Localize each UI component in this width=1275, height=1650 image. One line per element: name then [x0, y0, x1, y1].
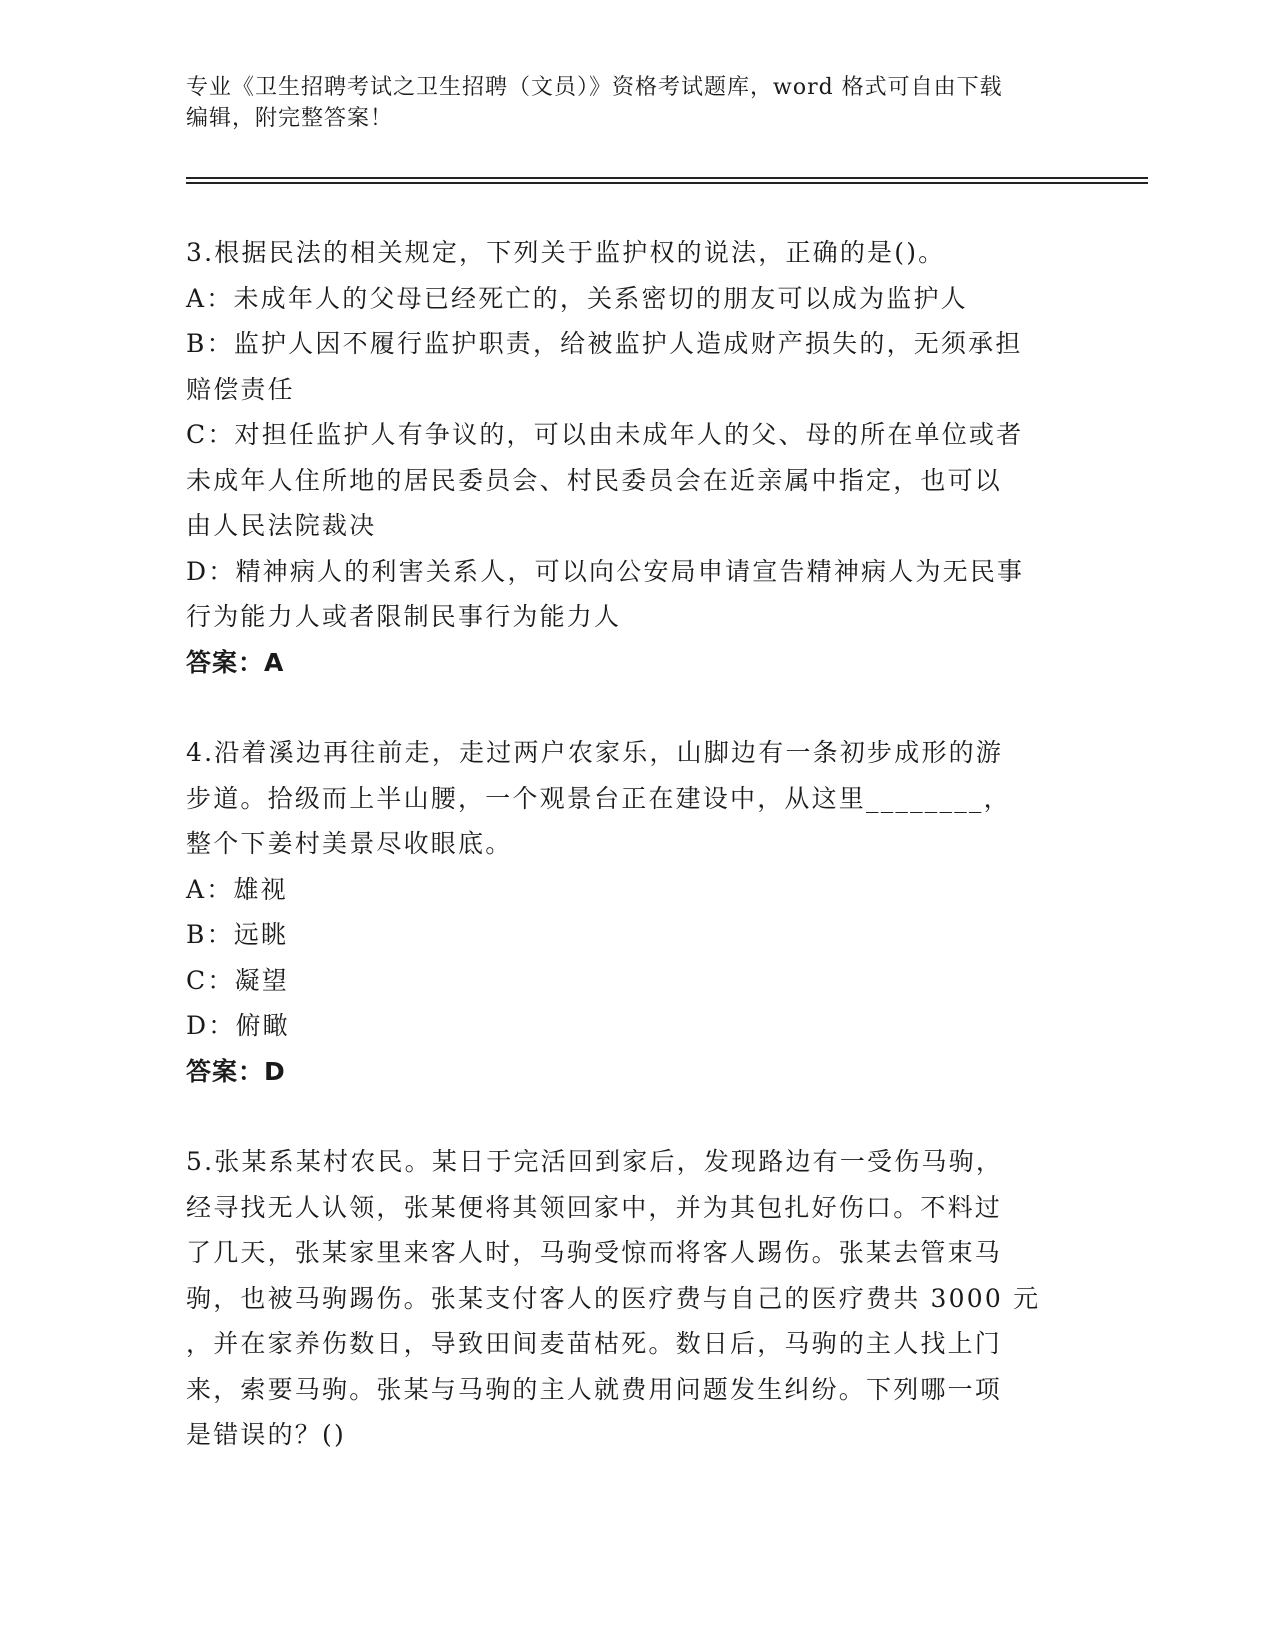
question-5 [186, 1139, 1066, 1458]
question-list [186, 230, 1066, 1458]
option-a: A：未成年人的父母已经死亡的，关系密切的朋友可以成为监护人 [186, 283, 968, 313]
answer-label: 答案：D [186, 1056, 286, 1086]
answer-label: 答案：A [186, 647, 285, 677]
question-4 [186, 730, 1066, 1094]
question-stem-cont: 是错误的？() [186, 1420, 346, 1449]
question-stem-cont: 驹，也被马驹踢伤。张某支付客人的医疗费与自己的医疗费共 3000 元 [186, 1283, 1041, 1313]
option-c: C：凝望 [186, 965, 289, 995]
option-c: C：对担任监护人有争议的，可以由未成年人的父、母的所在单位或者 [186, 420, 1024, 449]
option-c-cont: 由人民法院裁决 [186, 511, 377, 540]
header-line-2: 编辑，附完整答案！ [186, 106, 394, 131]
question-stem-cont: 了几天，张某家里来客人时，马驹受惊而将客人踢伤。张某去管束马 [186, 1238, 1003, 1267]
question-stem: 3.根据民法的相关规定，下列关于监护权的说法，正确的是()。 [186, 238, 946, 267]
option-d: D：精神病人的利害关系人，可以向公安局申请宣告精神病人为无民事 [186, 556, 1025, 586]
option-b-cont: 赔偿责任 [186, 374, 295, 404]
question-stem: 5.张某系某村农民。某日于完活回到家后，发现路边有一受伤马驹， [186, 1147, 1004, 1176]
header-divider-bottom [186, 182, 1148, 184]
question-stem-cont: 步道。拾级而上半山腰，一个观景台正在建设中，从这里________， [186, 783, 1011, 813]
question-stem-cont: 经寻找无人认领，张某便将其领回家中，并为其包扎好伤口。不料过 [186, 1192, 1003, 1222]
question-stem-cont: 来，索要马驹。张某与马驹的主人就费用问题发生纠纷。下列哪一项 [186, 1374, 1003, 1404]
option-b: B：监护人因不履行监护职责，给被监护人造成财产损失的，无须承担 [186, 329, 1023, 358]
option-d-cont: 行为能力人或者限制民事行为能力人 [186, 602, 622, 631]
option-d: D：俯瞰 [186, 1011, 290, 1040]
question-stem-cont: ，并在家养伤数日，导致田间麦苗枯死。数日后，马驹的主人找上门 [186, 1329, 1003, 1358]
document-header [186, 72, 1066, 134]
spacer [186, 685, 1066, 730]
option-c-cont: 未成年人住所地的居民委员会、村民委员会在近亲属中指定，也可以 [186, 465, 1003, 495]
option-a: A：雄视 [186, 874, 288, 904]
question-stem-cont: 整个下姜村美景尽收眼底。 [186, 829, 513, 858]
header-line-1: 专业《卫生招聘考试之卫生招聘（文员）》资格考试题库，word 格式可自由下载 [186, 75, 1003, 100]
option-b: B：远眺 [186, 920, 289, 949]
header-divider-top [186, 177, 1148, 179]
question-stem: 4.沿着溪边再往前走，走过两户农家乐，山脚边有一条初步成形的游 [186, 738, 1004, 767]
spacer [186, 1094, 1066, 1139]
question-3 [186, 230, 1066, 685]
